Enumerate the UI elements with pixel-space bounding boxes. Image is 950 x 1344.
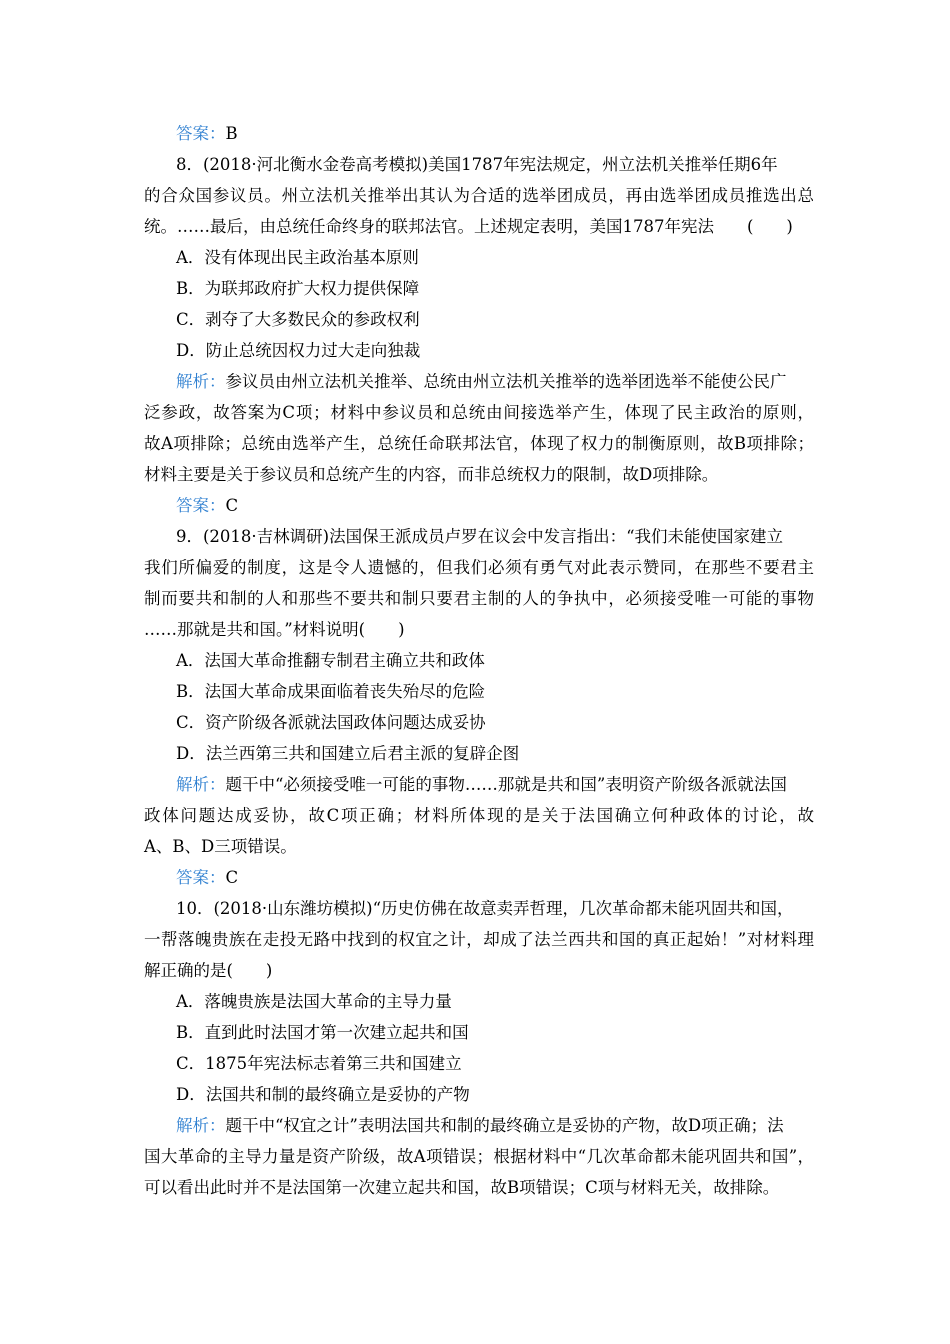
q8-analysis-line-4: 材料主要是关于参议员和总统产生的内容，而非总统权力的限制，故D项排除。 [144,465,719,484]
q8-analysis-line-3: 故A项排除；总统由选举产生，总统任命联邦法官，体现了权力的制衡原则，故B项排除； [144,434,814,453]
q9-option-b: B．法国大革命成果面临着丧失殆尽的危险 [176,682,486,701]
q8-stem-line-2: 的合众国参议员。州立法机关推举出其认为合适的选举团成员，再由选举团成员推选出总 [144,186,814,205]
analysis-text: 题干中“必须接受唯一可能的事物……那就是共和国”表明资产阶级各派就法国 [225,775,787,794]
analysis-label: 解析： [176,372,226,391]
answer-value: C [225,496,239,515]
q9-answer [176,868,238,888]
answer-label: 答案： [176,496,226,515]
q8-answer [176,496,238,516]
q10-stem-line-2: 一帮落魄贵族在走投无路中找到的权宜之计，却成了法兰西共和国的真正起始！”对材料理 [144,930,814,949]
q9-stem-line-4: ……那就是共和国。”材料说明( ) [144,620,405,639]
q9-option-c: C．资产阶级各派就法国政体问题达成妥协 [176,713,486,732]
q8-analysis-line-2: 泛参政，故答案为C项；材料中参议员和总统由间接选举产生，体现了民主政治的原则， [144,403,814,422]
q9-analysis-line-1 [176,775,787,795]
answer-label: 答案： [176,124,226,143]
answer-label: 答案： [176,868,226,887]
q9-stem-line-2: 我们所偏爱的制度，这是令人遗憾的，但我们必须有勇气对此表示赞同，在那些不要君主 [144,558,814,577]
q9-analysis-line-3: A、B、D三项错误。 [144,837,297,856]
q9-stem-line-1: 9．(2018·吉林调研)法国保王派成员卢罗在议会中发言指出：“我们未能使国家建立 [176,527,784,546]
q9-option-a: A．法国大革命推翻专制君主确立共和政体 [176,651,485,670]
q10-analysis-line-3: 可以看出此时并不是法国第一次建立起共和国，故B项错误；C项与材料无关，故排除。 [144,1178,780,1197]
q9-option-d: D．法兰西第三共和国建立后君主派的复辟企图 [176,744,520,763]
answer-value: B [225,124,238,143]
q10-option-b: B．直到此时法国才第一次建立起共和国 [176,1023,469,1042]
q8-analysis-line-1 [176,372,787,392]
q8-option-d: D．防止总统因权力过大走向独裁 [176,341,421,360]
q9-analysis-line-2: 政体问题达成妥协，故C项正确；材料所体现的是关于法国确立何种政体的讨论，故 [144,806,814,825]
q8-option-a: A．没有体现出民主政治基本原则 [176,248,419,267]
analysis-label: 解析： [176,775,226,794]
q10-analysis-line-1 [176,1116,784,1136]
q7-answer [176,124,238,144]
analysis-text: 题干中“权宜之计”表明法国共和制的最终确立是妥协的产物，故D项正确；法 [225,1116,784,1135]
q9-stem-line-3: 制而要共和制的人和那些不要共和制只要君主制的人的争执中，必须接受唯一可能的事物 [144,589,814,608]
q10-analysis-line-2: 国大革命的主导力量是资产阶级，故A项错误；根据材料中“几次革命都未能巩固共和国”， [144,1147,814,1166]
q8-option-b: B．为联邦政府扩大权力提供保障 [176,279,420,298]
answer-value: C [225,868,239,887]
q10-stem-line-1: 10．(2018·山东潍坊模拟)“历史仿佛在故意卖弄哲理，几次革命都未能巩固共和国， [176,899,794,918]
q10-stem-line-3: 解正确的是( ) [144,961,273,980]
q8-stem-line-3: 统。……最后，由总统任命终身的联邦法官。上述规定表明，美国1787年宪法 ( ) [144,217,793,236]
analysis-label: 解析： [176,1116,226,1135]
q10-option-c: C．1875年宪法标志着第三共和国建立 [176,1054,462,1073]
q8-stem-line-1: 8．(2018·河北衡水金卷高考模拟)美国1787年宪法规定，州立法机关推举任期6年 [176,155,778,174]
q8-option-c: C．剥夺了大多数民众的参政权利 [176,310,420,329]
q10-option-d: D．法国共和制的最终确立是妥协的产物 [176,1085,470,1104]
analysis-text: 参议员由州立法机关推举、总统由州立法机关推举的选举团选举不能使公民广 [225,372,787,391]
q10-option-a: A．落魄贵族是法国大革命的主导力量 [176,992,452,1011]
